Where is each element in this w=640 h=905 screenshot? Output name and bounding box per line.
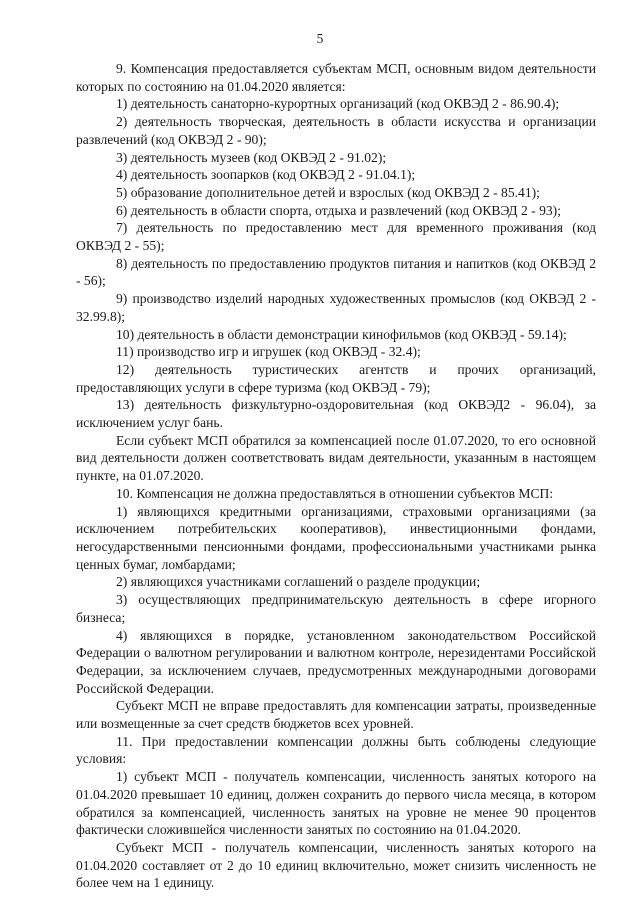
list-item: 7) деятельность по предоставлению мест для временного проживания (код ОКВЭД 2 - 55); xyxy=(76,220,596,254)
paragraph: Субъект МСП не вправе предоставлять для компенсации затраты, произведенные или возмещенные за счет средств бюджетов всех уровней. xyxy=(76,698,596,732)
list-item: 1) деятельность санаторно-курортных организаций (код ОКВЭД 2 - 86.90.4); xyxy=(116,96,560,112)
page-number: 5 xyxy=(316,31,324,46)
list-item: 3) деятельность музеев (код ОКВЭД 2 - 91.02); xyxy=(116,149,387,165)
paragraph: Субъект МСП - получатель компенсации, численность занятых которого на 01.04.2020 составляет от 2 до 10 единиц включительно, может снизить численность не более чем на 1 единицу. xyxy=(76,839,596,891)
document-body xyxy=(76,60,596,892)
list-item: 4) являющихся в порядке, установленном законодательством Российской Федерации о валютном регулировании и валютном контроле, нерезидентами Российской Федерации, за исключением случаев, предусмотренных международными договорами Российской Федерации. xyxy=(76,627,596,696)
list-item: 12) деятельность туристических агентств и прочих организаций, предоставляющих услуги в сфере туризма (код ОКВЭД - 79); xyxy=(76,361,596,395)
paragraph-10-heading: 10. Компенсация не должна предоставляться в отношении субъектов МСП: xyxy=(116,485,554,501)
paragraph-9-heading: 9. Компенсация предоставляется субъектам МСП, основным видом деятельности которых по состоянию на 01.04.2020 является: xyxy=(76,61,596,94)
list-item: 2) деятельность творческая, деятельность в области искусства и организации развлечений (код ОКВЭД 2 - 90); xyxy=(76,114,596,147)
list-item: 6) деятельность в области спорта, отдыха и развлечений (код ОКВЭД 2 - 93); xyxy=(116,202,561,218)
list-item: 1) являющихся кредитными организациями, страховыми организациями (за исключением потребительских кооперативов), инвестиционными фондами, негосударственными пенсионными фондами, профессиональными участниками рынка ценных бумаг, ломбардами; xyxy=(76,503,596,572)
list-item: 8) деятельность по предоставлению продуктов питания и напитков (код ОКВЭД 2 - 56); xyxy=(76,255,596,289)
list-item: 3) осуществляющих предпринимательскую деятельность в сфере игорного бизнеса; xyxy=(76,592,596,625)
list-item: 9) производство изделий народных художественных промыслов (код ОКВЭД 2 - 32.99.8); xyxy=(76,291,596,324)
list-item: 1) субъект МСП - получатель компенсации, численность занятых которого на 01.04.2020 превышает 10 единиц, должен сохранить до первого числа месяца, в котором обратился за компенсацией, численность занятых на уровне не менее 90 процентов фактически сложившейся численности занятых по состоянию на 01.04.2020. xyxy=(76,769,596,838)
list-item: 11) производство игр и игрушек (код ОКВЭД - 32.4); xyxy=(116,344,421,360)
list-item: 5) образование дополнительное детей и взрослых (код ОКВЭД 2 - 85.41); xyxy=(116,184,540,200)
list-item: 4) деятельность зоопарков (код ОКВЭД 2 - 91.04.1); xyxy=(116,167,416,183)
list-item: 2) являющихся участниками соглашений о разделе продукции; xyxy=(116,574,481,590)
list-item: 13) деятельность физкультурно-оздоровительная (код ОКВЭД2 - 96.04), за исключением услуг бань. xyxy=(76,397,596,431)
list-item: 10) деятельность в области демонстрации кинофильмов (код ОКВЭД - 59.14); xyxy=(116,326,567,342)
paragraph-11-heading: 11. При предоставлении компенсации должны быть соблюдены следующие условия: xyxy=(76,733,596,767)
paragraph: Если субъект МСП обратился за компенсацией после 01.07.2020, то его основной вид деятельности должен соответствовать видам деятельности, указанным в настоящем пункте, на 01.07.2020. xyxy=(76,432,596,484)
